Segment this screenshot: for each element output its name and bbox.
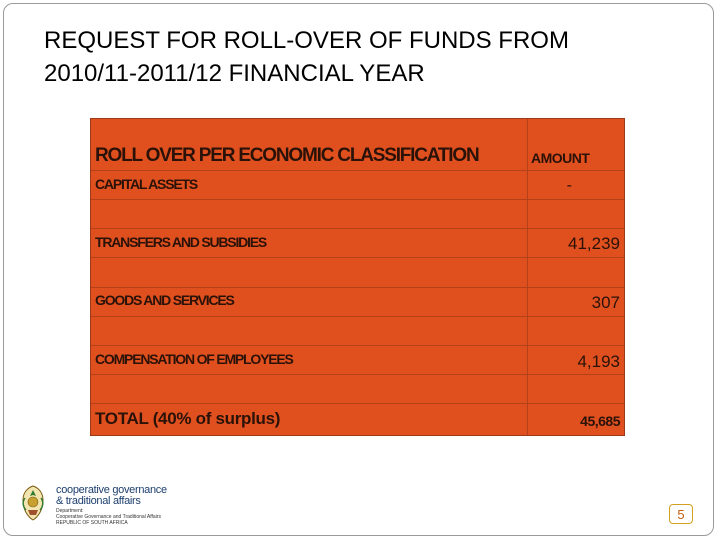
row-label: CAPITAL ASSETS <box>95 176 197 192</box>
title-line-2: 2010/11-2011/12 FINANCIAL YEAR <box>44 60 425 87</box>
row-amount: 307 <box>591 293 620 312</box>
row-divider <box>91 316 624 317</box>
coat-of-arms-icon <box>18 484 48 522</box>
logo-text-line-2: & traditional affairs <box>56 495 141 507</box>
row-label: TRANSFERS AND SUBSIDIES <box>95 234 267 250</box>
header-amount-label: AMOUNT <box>531 150 590 166</box>
department-logo <box>18 482 188 526</box>
row-divider <box>91 257 624 258</box>
total-amount: 45,685 <box>580 413 620 429</box>
total-label: TOTAL (40% of surplus) <box>95 409 281 428</box>
slide-title <box>44 24 684 90</box>
row-amount: 4,193 <box>577 352 620 371</box>
row-amount: - <box>566 177 572 194</box>
row-amount: 41,239 <box>568 234 620 253</box>
row-divider <box>91 345 624 346</box>
rollover-table <box>90 118 625 436</box>
row-label: GOODS AND SERVICES <box>95 292 234 308</box>
logo-small-line-2: Cooperative Governance and Traditional Affairs <box>56 514 161 520</box>
row-divider <box>91 199 624 200</box>
row-divider <box>91 374 624 375</box>
column-divider <box>527 119 528 435</box>
page-number: 5 <box>669 504 693 524</box>
title-line-1: REQUEST FOR ROLL-OVER OF FUNDS FROM <box>44 27 569 54</box>
row-label: COMPENSATION OF EMPLOYEES <box>95 351 293 367</box>
logo-small-line-3: REPUBLIC OF SOUTH AFRICA <box>56 520 128 526</box>
row-divider <box>91 228 624 229</box>
logo-small-line-1: Department: <box>56 508 84 514</box>
row-divider <box>91 170 624 171</box>
row-divider <box>91 287 624 288</box>
logo-text-line-1: cooperative governance <box>56 484 167 496</box>
row-divider <box>91 403 624 404</box>
header-classification-label: ROLL OVER PER ECONOMIC CLASSIFICATION <box>95 145 479 166</box>
